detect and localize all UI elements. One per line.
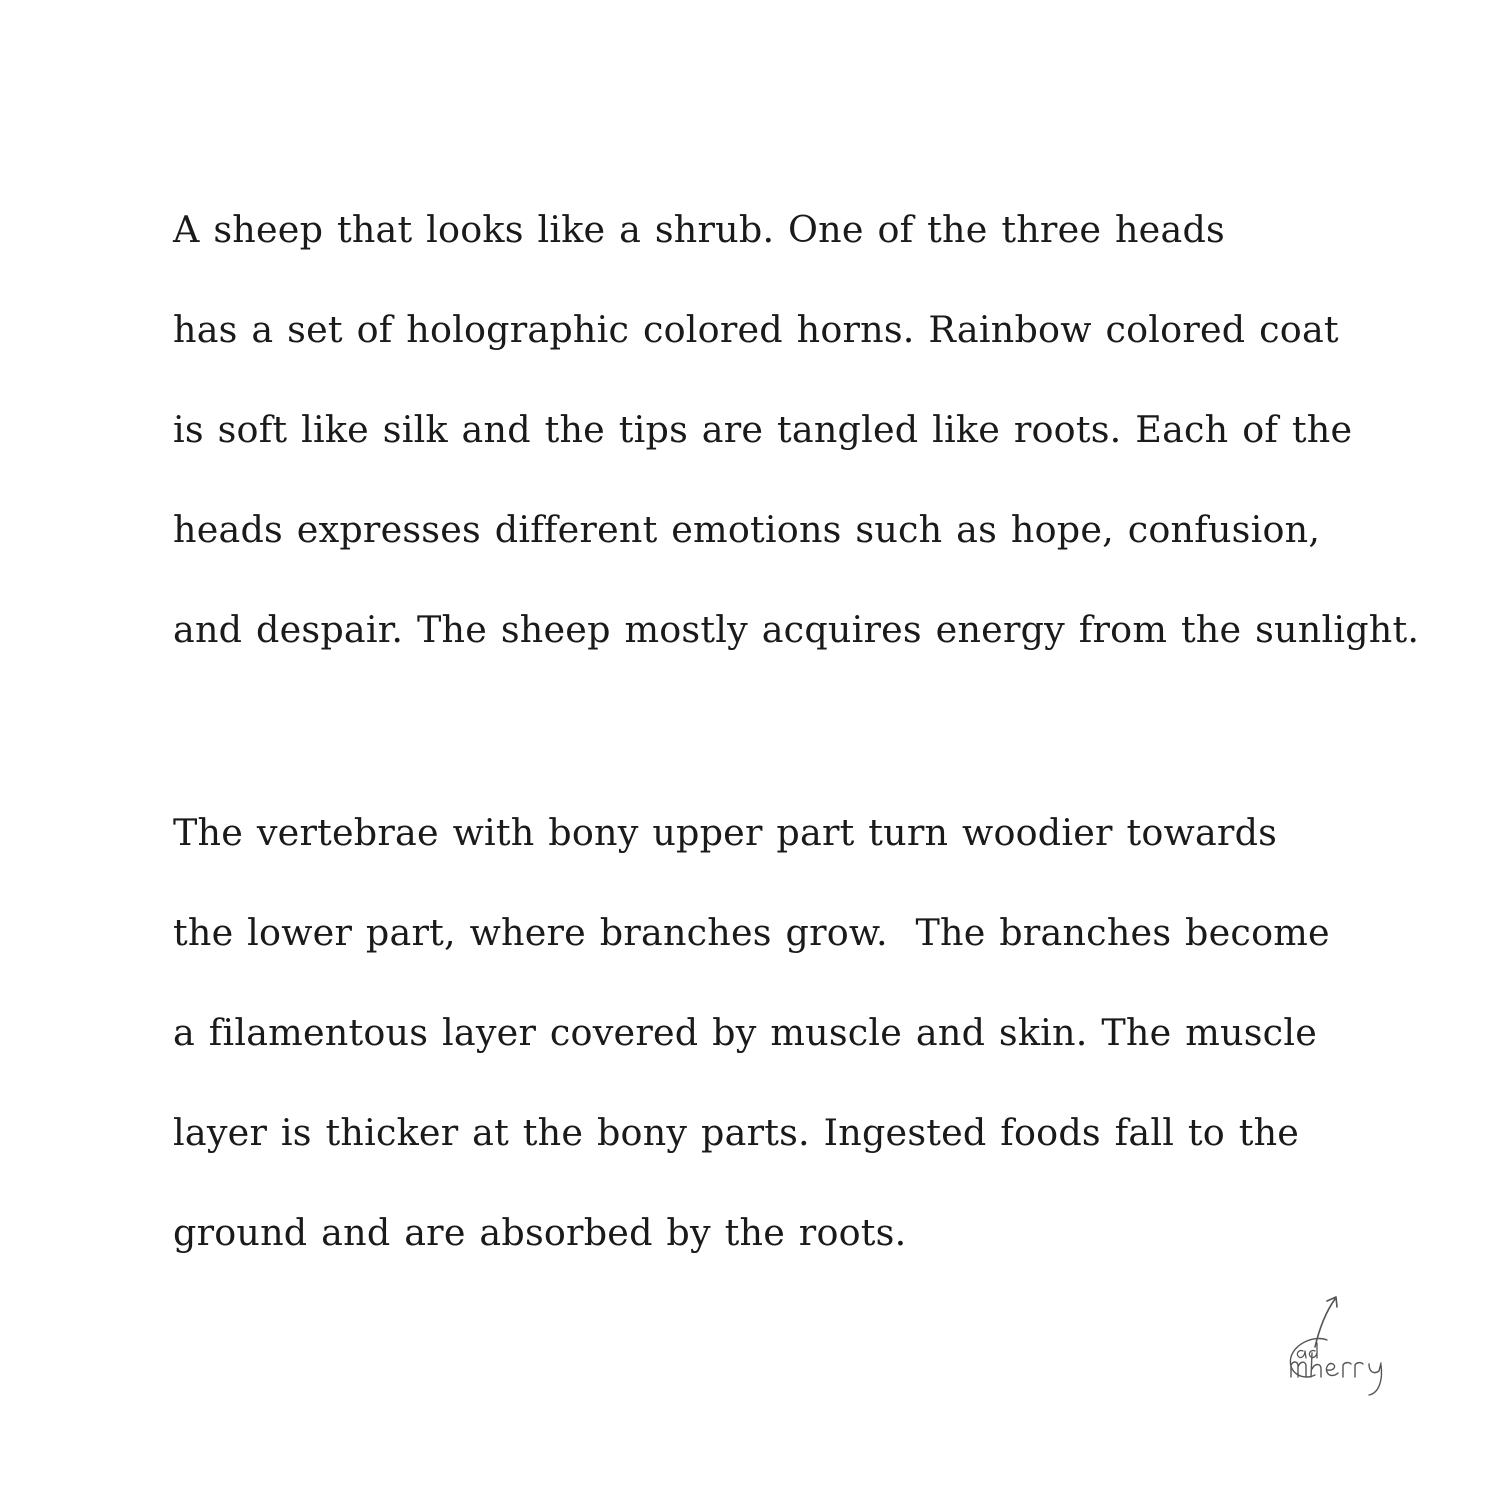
paragraph-1 [173, 180, 1473, 680]
paragraph-line: has a set of holographic colored horns. Rainbow colored coat [173, 308, 1339, 351]
paragraph-line: is soft like silk and the tips are tangled like roots. Each of the [173, 408, 1353, 451]
paragraph-line: A sheep that looks like a shrub. One of the three heads [173, 208, 1225, 251]
paragraph-line: and despair. The sheep mostly acquires energy from the sunlight. [173, 608, 1420, 651]
handwritten-signature-icon [1275, 1285, 1410, 1420]
paragraph-line: heads expresses different emotions such as hope, confusion, [173, 508, 1321, 551]
paragraph-line: the lower part, where branches grow. The branches become [173, 911, 1330, 954]
paragraph-line: a filamentous layer covered by muscle and skin. The muscle [173, 1011, 1317, 1054]
paragraph-line: ground and are absorbed by the roots. [173, 1211, 907, 1254]
paragraph-line: The vertebrae with bony upper part turn woodier towards [173, 811, 1278, 854]
paragraph-line: layer is thicker at the bony parts. Ingested foods fall to the [173, 1111, 1300, 1154]
paragraph-2 [173, 783, 1473, 1283]
